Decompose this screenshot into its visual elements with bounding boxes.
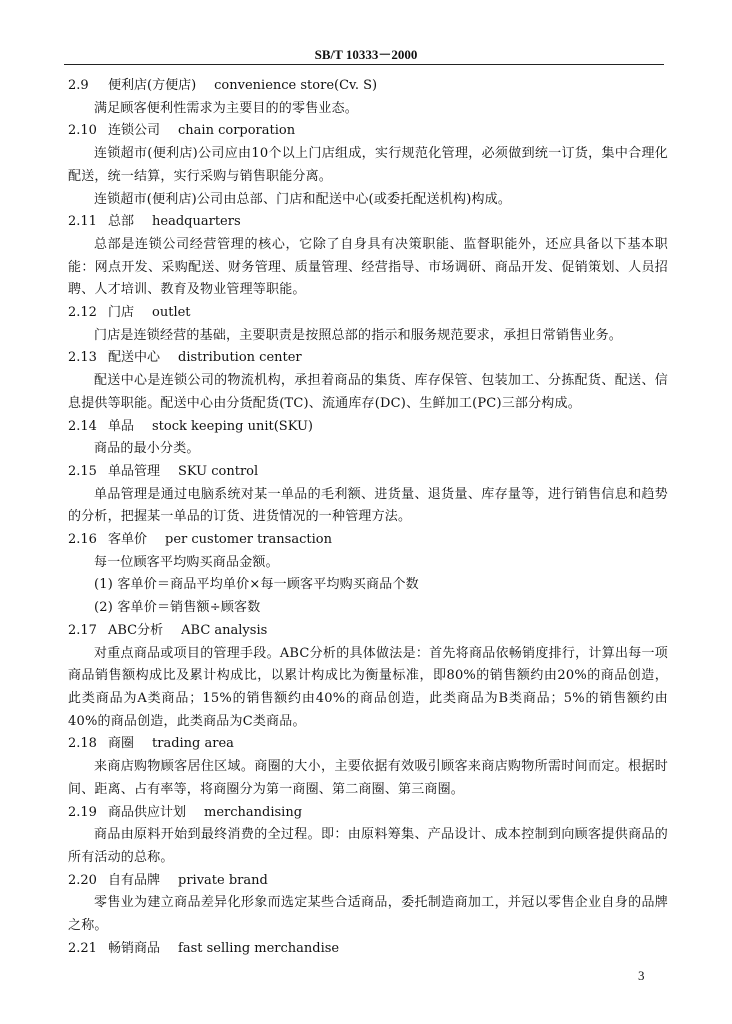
- term-heading: [68, 347, 668, 370]
- term-english: headquarters: [152, 214, 241, 230]
- term-number: 2.12: [68, 305, 97, 321]
- term-number: 2.17: [68, 622, 97, 638]
- term-chinese: 商圈: [108, 736, 135, 752]
- definition-paragraph: 配送中心是连锁公司的物流机构，承担着商品的集货、库存保管、包装加工、分拣配货、配送、信息提供等职能。配送中心由分货配货(TC)、流通库存(DC)、生鲜加工(PC)三部分构成。: [68, 373, 668, 411]
- term-english: stock keeping unit(SKU): [152, 418, 313, 434]
- term-heading: [68, 461, 668, 484]
- term-chinese: 连锁公司: [108, 123, 161, 139]
- term-chinese: 客单价: [108, 532, 148, 548]
- term-number: 2.14: [68, 418, 97, 434]
- definition-paragraph: 每一位顾客平均购买商品金额。: [94, 554, 279, 570]
- definition-paragraph: 商品由原料开始到最终消费的全过程。即：由原料筹集、产品设计、成本控制到向顾客提供商品的所有活动的总称。: [68, 827, 668, 865]
- term-chinese: 自有品牌: [108, 872, 161, 888]
- term-heading: [68, 120, 668, 143]
- term-number: 2.19: [68, 804, 97, 820]
- term-chinese: 商品供应计划: [108, 804, 187, 820]
- term-english: outlet: [152, 305, 191, 321]
- definition-paragraph: 对重点商品或项目的管理手段。ABC分析的具体做法是：首先将商品依畅销度排行，计算出每一项商品销售额构成比及累计构成比，以累计构成比为衡量标准，即80%的销售额约由20%的商品创造，此类商品为A类商品；15%的销售额约由40%的商品创造，此类商品为B类商品；5%的销售额约由40%的商品创造，此类商品为C类商品。: [68, 645, 668, 729]
- term-chinese: 单品管理: [108, 463, 161, 479]
- term-heading: [68, 620, 668, 643]
- term-chinese: 总部: [108, 214, 135, 230]
- term-number: 2.15: [68, 463, 97, 479]
- term-heading: [68, 529, 668, 552]
- term-heading: [68, 870, 668, 893]
- term-number: 2.10: [68, 123, 97, 139]
- definition-paragraph: 单品管理是通过电脑系统对某一单品的毛利额、进货量、退货量、库存量等，进行销售信息和趋势的分析，把握某一单品的订货、进货情况的一种管理方法。: [68, 486, 668, 525]
- definition-paragraph: 连锁超市(便利店)公司由总部、门店和配送中心(或委托配送机构)构成。: [94, 191, 512, 207]
- term-english: SKU control: [178, 463, 259, 479]
- page-number: 3: [638, 968, 645, 983]
- term-heading: [68, 733, 668, 756]
- term-english: chain corporation: [178, 123, 296, 139]
- term-english: convenience store(Cv. S): [214, 78, 378, 93]
- definition-paragraph: (1) 客单价＝商品平均单价×每一顾客平均购买商品个数: [94, 577, 419, 593]
- term-heading: [68, 302, 668, 325]
- definition-paragraph: 商品的最小分类。: [94, 441, 200, 457]
- term-english: merchandising: [204, 804, 303, 820]
- term-number: 2.21: [68, 940, 97, 956]
- term-number: 2.16: [68, 532, 97, 548]
- term-heading: [68, 802, 668, 825]
- term-heading: [68, 211, 668, 234]
- term-chinese: 门店: [108, 305, 135, 321]
- term-number: 2.9: [68, 78, 89, 93]
- definition-paragraph: 总部是连锁公司经营管理的核心，它除了自身具有决策职能、监督职能外，还应具备以下基本职能：网点开发、采购配送、财务管理、质量管理、经营指导、市场调研、商品开发、促销策划、人员招聘、人才培训、教育及物业管理等职能。: [68, 236, 668, 298]
- term-english: ABC analysis: [181, 622, 268, 638]
- term-english: distribution center: [178, 350, 302, 366]
- document-header: SB/T 10333－2000: [314, 47, 418, 62]
- definition-paragraph: 零售业为建立商品差异化形象而选定某些合适商品，委托制造商加工，并冠以零售企业自身的品牌之称。: [68, 895, 668, 934]
- term-chinese: 畅销商品: [108, 940, 161, 956]
- term-heading: [68, 75, 668, 98]
- term-english: trading area: [152, 736, 234, 752]
- definition-paragraph: (2) 客单价＝销售额÷顾客数: [94, 600, 261, 616]
- term-chinese: ABC分析: [108, 622, 164, 638]
- header-rule: [64, 64, 664, 65]
- term-english: fast selling merchandise: [178, 940, 340, 956]
- term-number: 2.11: [68, 214, 97, 230]
- document-body: [68, 75, 668, 960]
- term-number: 2.20: [68, 872, 97, 888]
- definition-paragraph: 满足顾客便利性需求为主要目的的零售业态。: [94, 100, 359, 116]
- term-number: 2.13: [68, 350, 97, 366]
- term-chinese: 便利店(方便店): [108, 78, 197, 93]
- definition-paragraph: 连锁超市(便利店)公司应由10个以上门店组成，实行规范化管理，必须做到统一订货，集中合理化配送，统一结算，实行采购与销售职能分离。: [68, 146, 668, 184]
- term-chinese: 配送中心: [108, 350, 161, 366]
- term-chinese: 单品: [108, 418, 135, 434]
- term-heading: [68, 938, 668, 961]
- term-heading: [68, 416, 668, 439]
- definition-paragraph: 门店是连锁经营的基础，主要职责是按照总部的指示和服务规范要求，承担日常销售业务。: [94, 327, 623, 343]
- definition-paragraph: 来商店购物顾客居住区域。商圈的大小，主要依据有效吸引顾客来商店购物所需时间而定。根据时间、距离、占有率等，将商圈分为第一商圈、第二商圈、第三商圈。: [68, 759, 668, 797]
- term-number: 2.18: [68, 736, 97, 752]
- term-english: private brand: [178, 872, 268, 888]
- term-english: per customer transaction: [165, 532, 332, 548]
